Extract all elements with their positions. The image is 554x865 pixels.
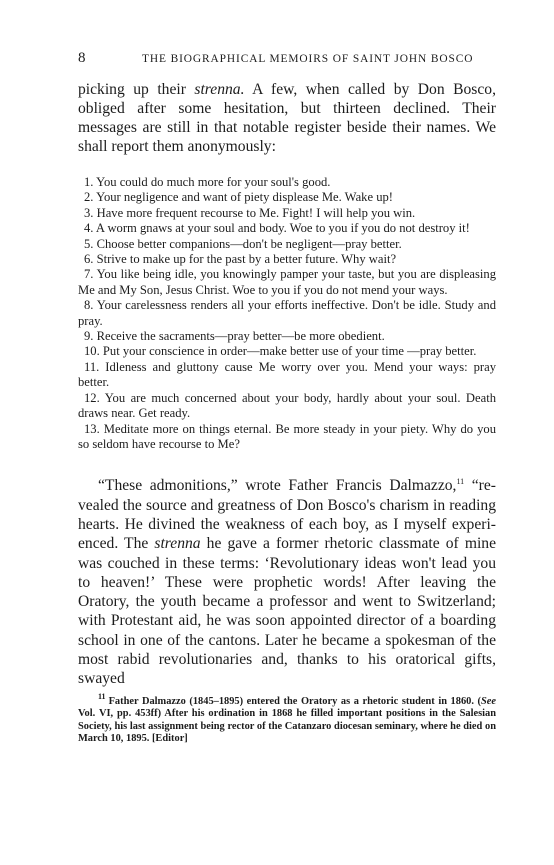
admonition-item: 3. Have more frequent recourse to Me. Fight! I will help you win.	[84, 205, 416, 220]
quote-italic-strenna: strenna	[154, 535, 201, 553]
admonition-item: 8. Your carelessness renders all your efforts ineffective. Don't be idle. Study and pray.	[78, 298, 496, 328]
admonition-item: 11. Idleness and gluttony cause Me worry over you. Mend your ways: pray better.	[78, 359, 496, 390]
running-head: THE BIOGRAPHICAL MEMOIRS OF SAINT JOHN BOSCO	[142, 53, 474, 65]
page-number: 8	[78, 50, 86, 66]
quote-text-part2: “revealed the source and greatness of Don Bosco's charism in reading hearts. He divined the weakness of each boy, as I myself experienced. The	[78, 477, 496, 553]
admonition-item: 12. You are much concerned about your body, hardly about your soul. Death draws near. Get ready.	[78, 390, 496, 421]
footnote-text-part1: Father Dalmazzo (1845–1895) entered the Oratory as a rhetoric student in 1860. (	[108, 695, 481, 707]
intro-paragraph	[78, 80, 496, 156]
book-page	[78, 50, 496, 746]
admonition-item: 1. You could do much more for your soul's good.	[84, 175, 331, 189]
admonition-item: 6. Strive to make up for the past by a better future. Why wait?	[84, 252, 397, 267]
intro-text-start: picking up their	[78, 81, 195, 98]
page-header	[78, 50, 496, 80]
quote-text	[78, 476, 496, 688]
admonition-item: 7. You like being idle, you knowingly pamper your taste, but you are displeasing Me and My Son, Jesus Christ. Woe to you if you do not mend your ways.	[78, 267, 496, 297]
dalmazzo-quote-paragraph	[78, 476, 496, 688]
footnote-italic-see: See	[480, 695, 496, 707]
admonition-item: 13. Meditate more on things eternal. Be more steady in your piety. Why do you so seldom have recourse to Me?	[78, 421, 496, 451]
footnote-text-part2: Vol. VI, pp. 453ff) After his ordination in 1868 he filled important positions in the Salesian Society, his last assignment being rector of the Catanzaro diocesan seminary, where he died on March 10, 1895. [Editor]	[78, 708, 496, 745]
admonition-item: 10. Put your conscience in order—make better use of your time —pray better.	[84, 344, 477, 359]
footnote-reference: 11	[456, 477, 465, 487]
intro-italic-strenna: strenna.	[194, 81, 245, 98]
footnote	[78, 692, 496, 746]
quote-text-part3: he gave a former rhetoric classmate of mine was couched in these terms: ‘Revolutionary ideas won't lead you to heaven!’ These were prophetic words! After leaving the Oratory, the youth became a professor and went to Switzerland; with Protestant aid, he was soon appointed director of a boarding school in one of the cantons. Later he became a spokesman of the most rabid revolutionaries and, thanks to his oratorical gifts, swayed	[78, 535, 497, 688]
admonitions-list	[78, 175, 496, 452]
footnote-marker: 11	[98, 692, 106, 702]
admonition-item: 9. Receive the sacraments—pray better—be more obedient.	[84, 329, 385, 344]
admonition-item: 4. A worm gnaws at your soul and body. Woe to you if you do not destroy it!	[84, 221, 470, 236]
admonition-item: 2. Your negligence and want of piety displease Me. Wake up!	[84, 190, 393, 205]
admonition-item: 5. Choose better companions—don't be negligent—pray better.	[84, 236, 402, 251]
quote-text-part1: “These admonitions,” wrote Father Francis Dalmazzo,	[98, 477, 457, 495]
intro-text-end: A few, when called by Don Bosco, obliged after some hesitation, but thirteen declined. Their messages are still in that notable register beside their names. We shall report them anonymously:	[78, 81, 496, 155]
